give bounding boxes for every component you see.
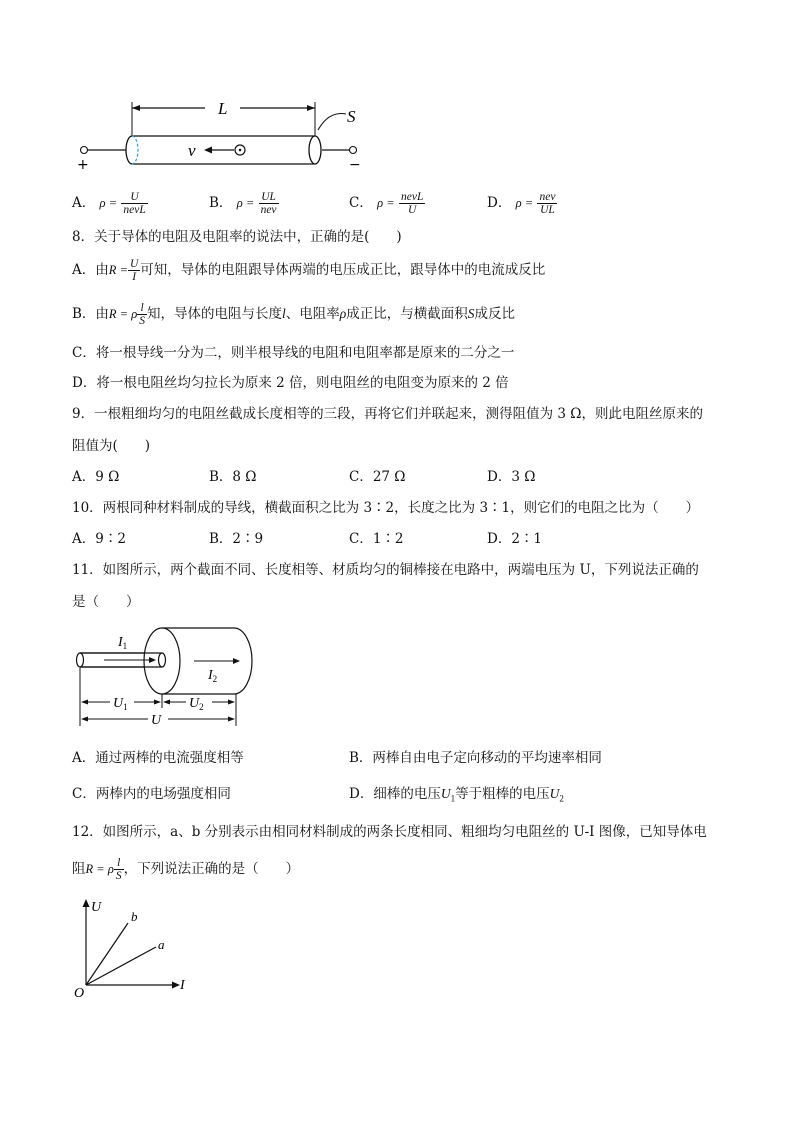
voltage-U1-label: $U_1$ bbox=[113, 696, 128, 712]
q9-option-b[interactable]: B．8 Ω bbox=[209, 469, 257, 485]
q11-option-c[interactable]: C．两棒内的电场强度相同 bbox=[72, 786, 231, 802]
q10-option-b[interactable]: B．2∶9 bbox=[209, 531, 264, 547]
axis-I-label: I bbox=[180, 978, 185, 993]
current-I2-label: $I_2$ bbox=[208, 668, 218, 684]
q9-option-a[interactable]: A．9 Ω bbox=[72, 469, 120, 485]
q8-option-c[interactable]: C．将一根导线一分为二，则半根导线的电阻和电阻率都是原来的二分之一 bbox=[72, 345, 515, 361]
voltage-U-label: U bbox=[151, 713, 162, 728]
q10-option-a[interactable]: A．9∶2 bbox=[72, 531, 126, 547]
q11-stem-line1: 11．如图所示，两个截面不同、长度相等、材质均匀的铜棒接在电路中，两端电压为 U，下列说法正确的 bbox=[72, 562, 699, 578]
q12-ui-graph bbox=[70, 897, 200, 1001]
q11-copper-rods-figure bbox=[74, 624, 264, 730]
q12-stem-line1: 12．如图所示，a、b 分别表示由相同材料制成的两条长度相同、粗细均匀电阻丝的 U-I 图像，已知导体电 bbox=[72, 824, 707, 840]
velocity-v-label: v bbox=[188, 141, 196, 160]
q7-option-d[interactable]: D． ρ = $\frac{\text{nev}}{UL}$ bbox=[487, 191, 556, 216]
q8-option-d[interactable]: D．将一根电阻丝均匀拉长为原来 2 倍，则电阻丝的电阻变为原来的 2 倍 bbox=[72, 375, 509, 391]
q11-option-a[interactable]: A．通过两棒的电流强度相等 bbox=[72, 750, 244, 766]
q10-option-c[interactable]: C．1∶2 bbox=[349, 531, 404, 547]
q9-option-d[interactable]: D．3 Ω bbox=[487, 469, 536, 485]
axis-U-label: U bbox=[91, 900, 102, 915]
q10-stem: 10．两根同种材料制成的导线，横截面积之比为 3∶2，长度之比为 3∶1，则它们的电阻之比为（ ） bbox=[72, 500, 700, 516]
q11-option-b[interactable]: B．两棒自由电子定向移动的平均速率相同 bbox=[349, 750, 602, 766]
q9-stem-line2: 阻值为( ) bbox=[72, 438, 151, 454]
line-b-label: b bbox=[131, 909, 138, 924]
q11-option-d[interactable]: D．细棒的电压$U_1$等于粗棒的电压$U_2$ bbox=[349, 786, 564, 804]
q7-option-a[interactable]: A． ρ = $\frac{U}{\text{nevL}}$ bbox=[72, 191, 146, 216]
q7-conductor-figure bbox=[70, 98, 370, 173]
q7-option-b[interactable]: B． ρ = $\frac{UL}{\text{nev}}$ bbox=[209, 191, 277, 216]
cross-section-S-label: S bbox=[347, 107, 356, 126]
current-I1-label: $I_1$ bbox=[118, 635, 128, 651]
q7-option-c[interactable]: C． ρ = $\frac{\text{nevL}}{U}$ bbox=[349, 191, 424, 216]
q9-option-c[interactable]: C．27 Ω bbox=[349, 469, 406, 485]
q11-stem-line2: 是（ ） bbox=[72, 594, 140, 610]
dimension-L-label: L bbox=[218, 99, 228, 118]
q8-option-a[interactable]: A．由R = $\frac{U}{I}$ 可知，导体的电阻跟导体两端的电压成正比，跟导体中的电流成反比 bbox=[72, 258, 546, 283]
voltage-U2-label: $U_2$ bbox=[189, 696, 204, 712]
origin-O-label: O bbox=[74, 986, 85, 1001]
q9-stem-line1: 9．一根粗细均匀的电阻丝截成长度相等的三段，再将它们并联起来，测得阻值为 3 Ω，则此电阻丝原来的 bbox=[72, 406, 703, 422]
minus-terminal-label: − bbox=[349, 157, 361, 173]
q10-option-d[interactable]: D．2∶1 bbox=[487, 531, 543, 547]
plus-terminal-label: + bbox=[77, 157, 89, 173]
q12-stem-line2: 阻R = ρ $\frac{l}{S}$ ，下列说法正确的是（ ） bbox=[72, 857, 300, 882]
q8-stem: 8．关于导体的电阻及电阻率的说法中，正确的是( ) bbox=[72, 229, 402, 245]
q8-option-b[interactable]: B．由R = ρ $\frac{l}{S}$ 知，导体的电阻与长度l、电阻率ρ成正比，与横截面积S成反比 bbox=[72, 302, 515, 327]
line-a-label: a bbox=[158, 937, 165, 952]
